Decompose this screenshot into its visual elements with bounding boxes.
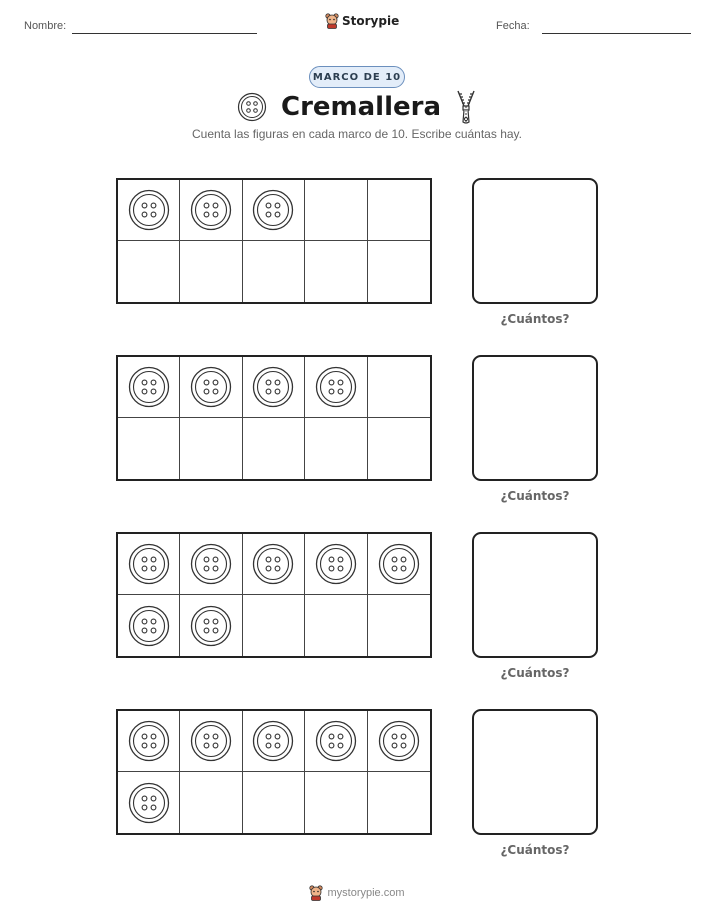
answer-label: ¿Cuántos? <box>500 666 570 680</box>
frame-cell <box>368 595 430 656</box>
frame-cell <box>368 772 430 833</box>
mascot-icon <box>325 13 339 29</box>
name-label: Nombre: <box>24 20 67 32</box>
frame-cell <box>243 241 305 302</box>
frame-cell <box>180 241 242 302</box>
button-icon <box>315 543 357 585</box>
frame-cell <box>180 180 242 241</box>
zipper-icon <box>455 90 477 124</box>
button-icon <box>190 543 232 585</box>
button-icon <box>190 720 232 762</box>
footer-url[interactable]: mystorypie.com <box>327 887 405 899</box>
button-icon <box>252 720 294 762</box>
frame-cell <box>180 357 242 418</box>
frame-cell <box>118 772 180 833</box>
button-icon <box>190 605 232 647</box>
button-icon <box>252 543 294 585</box>
frame-cell <box>305 595 367 656</box>
button-icon <box>378 543 420 585</box>
frame-cell <box>180 534 242 595</box>
answer-box[interactable] <box>472 178 598 304</box>
date-label: Fecha: <box>496 20 530 32</box>
answer-box[interactable] <box>472 532 598 658</box>
frame-cell <box>368 534 430 595</box>
button-icon <box>315 720 357 762</box>
frame-cell <box>305 357 367 418</box>
button-icon <box>128 543 170 585</box>
frame-cell <box>118 180 180 241</box>
button-icon <box>315 366 357 408</box>
frame-cell <box>305 772 367 833</box>
frame-cell <box>243 180 305 241</box>
button-icon <box>237 92 267 122</box>
footer <box>0 885 714 901</box>
frame-cell <box>243 418 305 479</box>
ten-frame <box>116 709 432 835</box>
button-icon <box>128 782 170 824</box>
frame-cell <box>243 357 305 418</box>
frame-cell <box>180 418 242 479</box>
button-icon <box>378 720 420 762</box>
ten-frame <box>116 178 432 304</box>
frame-cell <box>368 180 430 241</box>
frame-cell <box>118 357 180 418</box>
frame-cell <box>180 595 242 656</box>
mascot-icon <box>309 885 323 901</box>
button-icon <box>128 366 170 408</box>
button-icon <box>252 366 294 408</box>
frame-cell <box>243 534 305 595</box>
frame-cell <box>243 595 305 656</box>
button-icon <box>128 605 170 647</box>
category-badge: MARCO DE 10 <box>309 66 405 88</box>
frame-cell <box>368 711 430 772</box>
frame-cell <box>305 180 367 241</box>
logo-text: Storypie <box>342 14 400 28</box>
storypie-logo <box>325 13 399 29</box>
answer-label: ¿Cuántos? <box>500 489 570 503</box>
button-icon <box>128 189 170 231</box>
answer-box[interactable] <box>472 709 598 835</box>
button-icon <box>252 189 294 231</box>
frame-cell <box>305 534 367 595</box>
frame-cell <box>243 711 305 772</box>
button-icon <box>190 366 232 408</box>
instructions: Cuenta las figuras en cada marco de 10. Escribe cuántas hay. <box>192 127 522 141</box>
button-icon <box>190 189 232 231</box>
ten-frame <box>116 355 432 481</box>
frame-cell <box>118 534 180 595</box>
title-row <box>0 90 714 124</box>
name-line[interactable] <box>72 33 257 34</box>
button-icon <box>128 720 170 762</box>
frame-cell <box>368 418 430 479</box>
page-title: Cremallera <box>281 92 441 122</box>
frame-cell <box>118 711 180 772</box>
frame-cell <box>180 772 242 833</box>
frame-cell <box>180 711 242 772</box>
frame-cell <box>118 595 180 656</box>
answer-label: ¿Cuántos? <box>500 843 570 857</box>
frame-cell <box>305 711 367 772</box>
frame-cell <box>305 418 367 479</box>
date-line[interactable] <box>542 33 691 34</box>
ten-frame <box>116 532 432 658</box>
frame-cell <box>118 241 180 302</box>
answer-box[interactable] <box>472 355 598 481</box>
frame-cell <box>368 357 430 418</box>
frame-cell <box>243 772 305 833</box>
answer-label: ¿Cuántos? <box>500 312 570 326</box>
frame-cell <box>305 241 367 302</box>
frame-cell <box>368 241 430 302</box>
frame-cell <box>118 418 180 479</box>
